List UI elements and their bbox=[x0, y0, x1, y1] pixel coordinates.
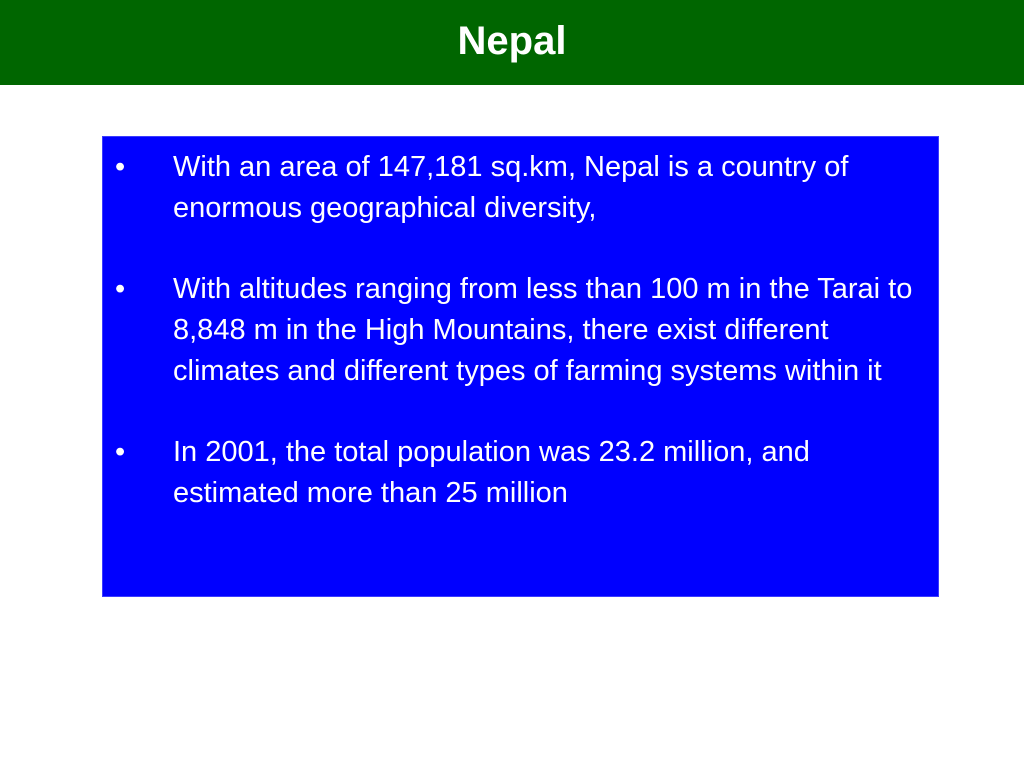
bullet-text: With an area of 147,181 sq.km, Nepal is a country of enormous geographical diversity, bbox=[173, 151, 849, 224]
bullet-item-population bbox=[103, 432, 940, 514]
content-box bbox=[102, 136, 939, 597]
title-bar bbox=[0, 0, 1024, 85]
bullet-text: In 2001, the total population was 23.2 million, and estimated more than 25 million bbox=[173, 436, 810, 509]
slide-title: Nepal bbox=[457, 18, 567, 63]
bullet-marker: • bbox=[115, 151, 126, 183]
bullet-marker: • bbox=[115, 273, 126, 305]
bullet-list bbox=[103, 147, 940, 554]
bullet-text: With altitudes ranging from less than 100 m in the Tarai to 8,848 m in the High Mountains, there exist different climates and different types of farming systems within it bbox=[173, 273, 913, 387]
bullet-marker: • bbox=[115, 436, 126, 468]
bullet-item-area bbox=[103, 147, 940, 229]
bullet-item-altitudes bbox=[103, 269, 940, 392]
